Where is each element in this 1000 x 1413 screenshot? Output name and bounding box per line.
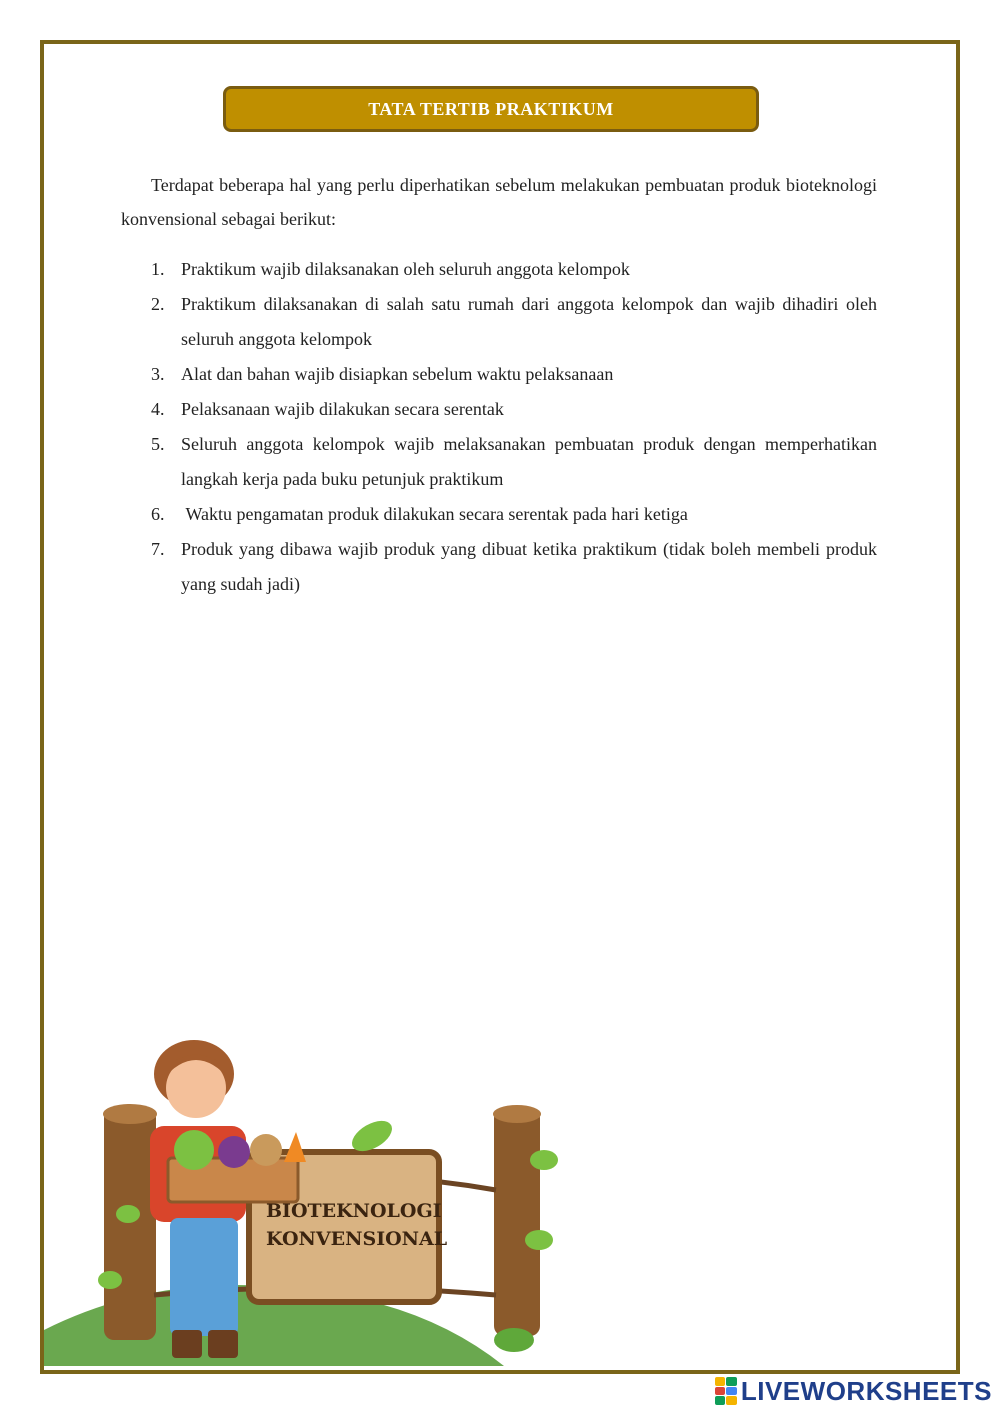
list-item	[121, 532, 877, 602]
rule-text: Praktikum dilaksanakan di salah satu rumah dari anggota kelompok dan wajib dihadiri oleh seluruh anggota kelompok	[181, 294, 877, 349]
right-post	[494, 1108, 540, 1336]
rule-number: 5.	[151, 434, 165, 454]
list-item	[121, 252, 877, 287]
list-item	[121, 287, 877, 357]
list-item	[121, 392, 877, 427]
rule-number: 2.	[151, 294, 165, 314]
logo-icon	[715, 1377, 737, 1405]
rule-text: Waktu pengamatan produk dilakukan secara serentak pada hari ketiga	[181, 504, 688, 524]
rule-text: Seluruh anggota kelompok wajib melaksanakan pembuatan produk dengan memperhatikan langkah kerja pada buku petunjuk praktikum	[181, 434, 877, 489]
rule-number: 4.	[151, 399, 165, 419]
rule-number: 6.	[151, 504, 165, 524]
rule-text: Pelaksanaan wajib dilakukan secara serentak	[181, 399, 504, 419]
list-item	[121, 497, 877, 532]
rule-number: 7.	[151, 539, 165, 559]
intro-paragraph: Terdapat beberapa hal yang perlu diperhatikan sebelum melakukan pembuatan produk bioteknologi konvensional sebagai berikut:	[121, 175, 877, 229]
list-item	[121, 427, 877, 497]
page-title: TATA TERTIB PRAKTIKUM	[223, 86, 759, 132]
rule-text: Produk yang dibawa wajib produk yang dibuat ketika praktikum (tidak boleh membeli produk yang sudah jadi)	[181, 539, 877, 594]
left-post	[104, 1108, 156, 1340]
logo-text: LIVEWORKSHEETS	[740, 1375, 992, 1406]
list-item	[121, 357, 877, 392]
rule-number: 1.	[151, 259, 165, 279]
rule-text: Alat dan bahan wajib disiapkan sebelum waktu pelaksanaan	[181, 364, 614, 384]
rules-list	[121, 252, 877, 602]
liveworksheets-logo[interactable]	[715, 1373, 992, 1409]
rule-text: Praktikum wajib dilaksanakan oleh seluruh anggota kelompok	[181, 259, 630, 279]
farmer-illustration	[44, 1040, 564, 1366]
sign-line-1: BIOTEKNOLOGI	[266, 1200, 442, 1222]
rule-number: 3.	[151, 364, 165, 384]
sign-line-2: KONVENSIONAL	[266, 1228, 448, 1250]
